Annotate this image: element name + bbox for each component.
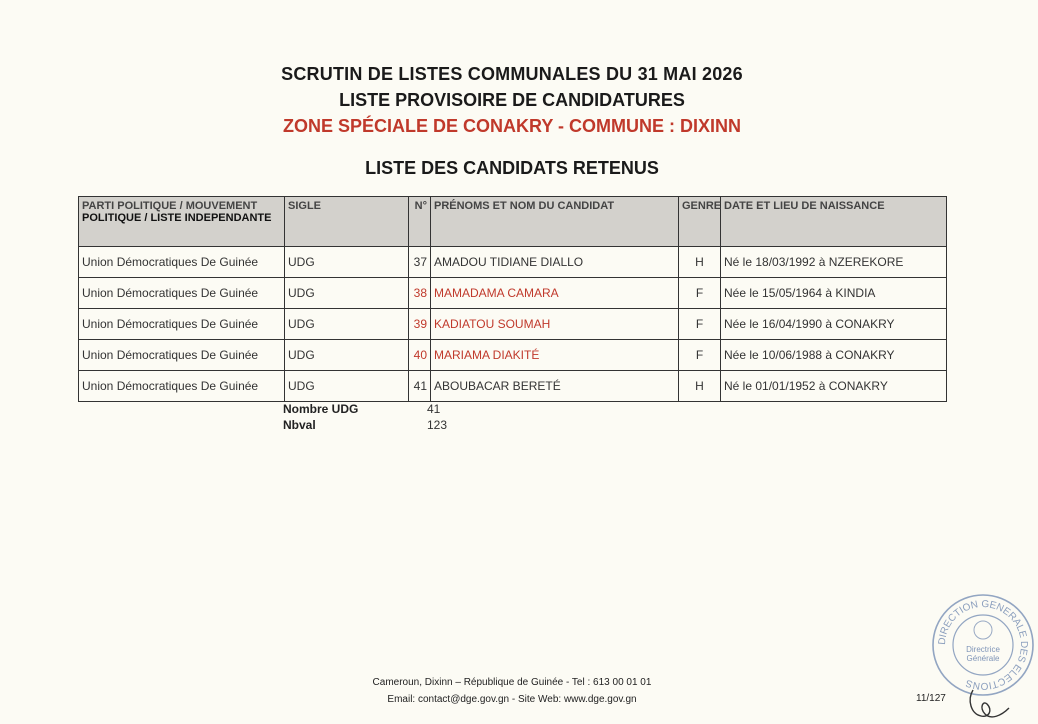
zone-commune-title: ZONE SPÉCIALE DE CONAKRY - COMMUNE : DIXINN xyxy=(282,116,742,136)
cell-parti: Union Démocratiques De Guinée xyxy=(79,247,285,278)
cell-parti: Union Démocratiques De Guinée xyxy=(79,278,285,309)
column-header-genre: GENRE xyxy=(679,197,721,247)
document-subtitle: LISTE PROVISOIRE DE CANDIDATURES xyxy=(339,90,685,110)
document-title: SCRUTIN DE LISTES COMMUNALES DU 31 MAI 2026 xyxy=(281,64,743,84)
cell-nom: AMADOU TIDIANE DIALLO xyxy=(431,247,679,278)
cell-genre: F xyxy=(679,309,721,340)
column-header-numero: N° xyxy=(409,197,431,247)
footer-address: Cameroun, Dixinn – République de Guinée - Tel : 613 00 01 01 xyxy=(372,677,652,688)
cell-genre: F xyxy=(679,340,721,371)
column-header-parti xyxy=(79,197,285,247)
list-heading: LISTE DES CANDIDATS RETENUS xyxy=(365,158,659,178)
cell-sigle: UDG xyxy=(285,340,409,371)
cell-naissance: Né le 01/01/1952 à CONAKRY xyxy=(721,371,947,402)
cell-genre: H xyxy=(679,247,721,278)
stamp-center-text-1: Directrice xyxy=(966,645,1000,654)
cell-sigle: UDG xyxy=(285,247,409,278)
cell-nom: MAMADAMA CAMARA xyxy=(431,278,679,309)
cell-sigle: UDG xyxy=(285,309,409,340)
cell-naissance: Née le 16/04/1990 à CONAKRY xyxy=(721,309,947,340)
cell-sigle: UDG xyxy=(285,278,409,309)
cell-numero: 40 xyxy=(409,340,431,371)
page-number: 11/127 xyxy=(916,693,946,704)
summary-nbval-value: 123 xyxy=(427,418,448,432)
cell-sigle: UDG xyxy=(285,371,409,402)
candidates-table xyxy=(78,196,947,402)
footer-contact: Email: contact@dge.gov.gn - Site Web: www.dge.gov.gn xyxy=(387,694,637,705)
cell-numero: 39 xyxy=(409,309,431,340)
cell-naissance: Né le 18/03/1992 à NZEREKORE xyxy=(721,247,947,278)
cell-parti: Union Démocratiques De Guinée xyxy=(79,309,285,340)
summary-nombre-label: Nombre UDG xyxy=(283,402,359,416)
official-stamp xyxy=(928,590,1038,700)
column-header-parti-line2: POLITIQUE / LISTE INDEPENDANTE xyxy=(82,212,272,224)
cell-numero: 37 xyxy=(409,247,431,278)
stamp-center-text-2: Générale xyxy=(966,654,1000,663)
cell-parti: Union Démocratiques De Guinée xyxy=(79,340,285,371)
summary-nbval-label: Nbval xyxy=(283,418,316,432)
summary-nombre-value: 41 xyxy=(427,402,441,416)
stamp-emblem-icon xyxy=(974,621,992,639)
column-header-parti-line1: PARTI POLITIQUE / MOUVEMENT xyxy=(82,200,258,212)
cell-numero: 38 xyxy=(409,278,431,309)
cell-numero: 41 xyxy=(409,371,431,402)
cell-nom: MARIAMA DIAKITÉ xyxy=(431,340,679,371)
cell-naissance: Née le 10/06/1988 à CONAKRY xyxy=(721,340,947,371)
cell-parti: Union Démocratiques De Guinée xyxy=(79,371,285,402)
table-row xyxy=(79,247,947,278)
cell-naissance: Née le 15/05/1964 à KINDIA xyxy=(721,278,947,309)
table-row xyxy=(79,340,947,371)
cell-nom: ABOUBACAR BERETÉ xyxy=(431,371,679,402)
table-row xyxy=(79,371,947,402)
cell-genre: F xyxy=(679,278,721,309)
table-row xyxy=(79,278,947,309)
column-header-sigle: SIGLE xyxy=(285,197,409,247)
table-row xyxy=(79,309,947,340)
cell-nom: KADIATOU SOUMAH xyxy=(431,309,679,340)
table-header-row xyxy=(79,197,947,247)
stamp-ring-text: DIRECTION GENERALE DES ELECTIONS xyxy=(936,598,1030,692)
cell-genre: H xyxy=(679,371,721,402)
column-header-nom: PRÉNOMS ET NOM DU CANDIDAT xyxy=(431,197,679,247)
signature-icon xyxy=(965,686,1015,722)
column-header-naissance: DATE ET LIEU DE NAISSANCE xyxy=(721,197,947,247)
